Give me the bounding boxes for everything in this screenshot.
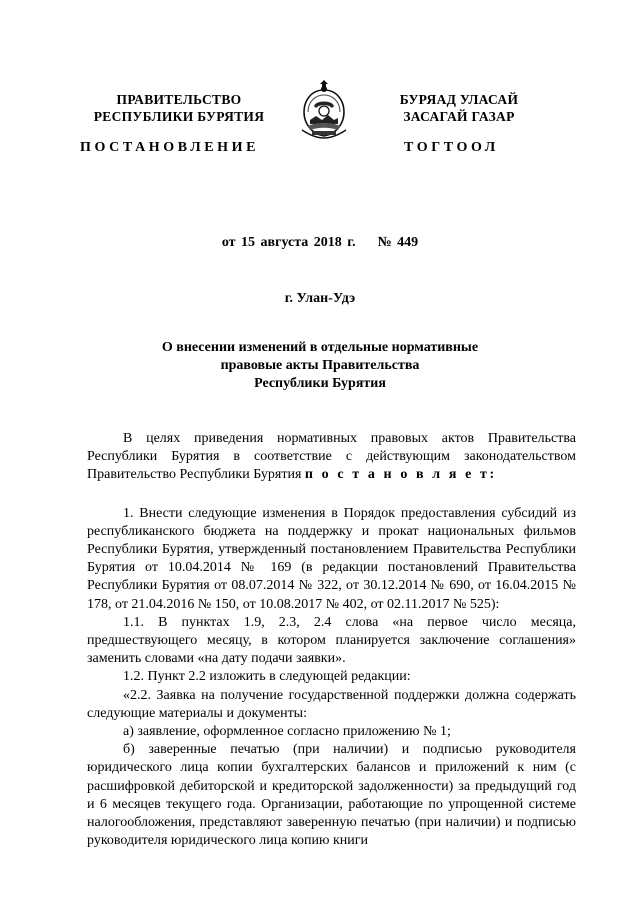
title-line3: Республики Бурятия bbox=[254, 376, 386, 391]
government-header-bur-line2: ЗАСАГАЙ ГАЗАР bbox=[403, 109, 515, 124]
coat-of-arms-icon bbox=[298, 78, 350, 142]
date-number-text: от 15 августа 2018 г. № 449 bbox=[221, 235, 419, 250]
paragraph-item-2-2: «2.2. Заявка на получение государственной поддержки должна содержать следующие материалы и документы: bbox=[87, 687, 576, 721]
title-line1: О внесении изменений в отдельные нормативные bbox=[161, 340, 479, 355]
doc-type-bur: ТОГТООЛ bbox=[404, 140, 499, 155]
paragraph-item-1-2: 1.2. Пункт 2.2 изложить в следующей редакции: bbox=[123, 669, 411, 685]
paragraph-item-b: б) заверенные печатью (при наличии) и подписью руководителя юридического лица копии бухгалтерских балансов и приложений к ним (с расшифровкой дебиторской и кредиторской задолженности) за предыдущий год и 6 месяцев текущего года. Организации, работающие по упрощенной системе налогообложения, представляют заверенную печатью (при наличии) и подписью руководителя юридического лица копию книги bbox=[87, 742, 576, 849]
government-header-bur-line1: БУРЯАД УЛАСАЙ bbox=[399, 92, 519, 107]
preamble-text: В целях приведения нормативных правовых актов Правительства Республики Бурятия в соответствие с действующим законодательством Правительство Республики Бурятия bbox=[87, 431, 576, 483]
preamble-decree-word: п о с т а н о в л я е т: bbox=[304, 467, 497, 483]
document-title bbox=[120, 339, 520, 393]
document-body bbox=[87, 430, 576, 850]
paragraph-preamble bbox=[87, 430, 576, 485]
doc-type-ru: ПОСТАНОВЛЕНИЕ bbox=[80, 140, 260, 155]
paragraph-item-1-1: 1.1. В пунктах 1.9, 2.3, 2.4 слова «на первое число месяца, предшествующего месяцу, в котором планируется заключение соглашения» заменить словами «на дату подачи заявки». bbox=[87, 614, 576, 667]
date-and-number bbox=[0, 235, 640, 251]
government-header-ru-line2: РЕСПУБЛИКИ БУРЯТИЯ bbox=[93, 109, 265, 124]
government-header-ru-line1: ПРАВИТЕЛЬСТВО bbox=[116, 92, 242, 107]
paragraph-item-a: а) заявление, оформленное согласно приложению № 1; bbox=[123, 724, 451, 740]
city: г. Улан-Удэ bbox=[284, 291, 356, 306]
government-header-bur bbox=[368, 91, 550, 125]
government-header-ru bbox=[88, 91, 270, 125]
paragraph-item-1: 1. Внести следующие изменения в Порядок предоставления субсидий из республиканского бюджета на поддержку и прокат национальных фильмов Республики Бурятия, утвержденный постановлением Правительства Республики Бурятия от 10.04.2014 № 169 (в редакции постановлений Правительства Республики Бурятия от 08.07.2014 № 322, от 30.12.2014 № 690, от 16.04.2015 № 178, от 21.04.2016 № 150, от 10.08.2017 № 402, от 02.11.2017 № 525): bbox=[87, 505, 576, 612]
title-line2: правовые акты Правительства bbox=[220, 358, 420, 373]
